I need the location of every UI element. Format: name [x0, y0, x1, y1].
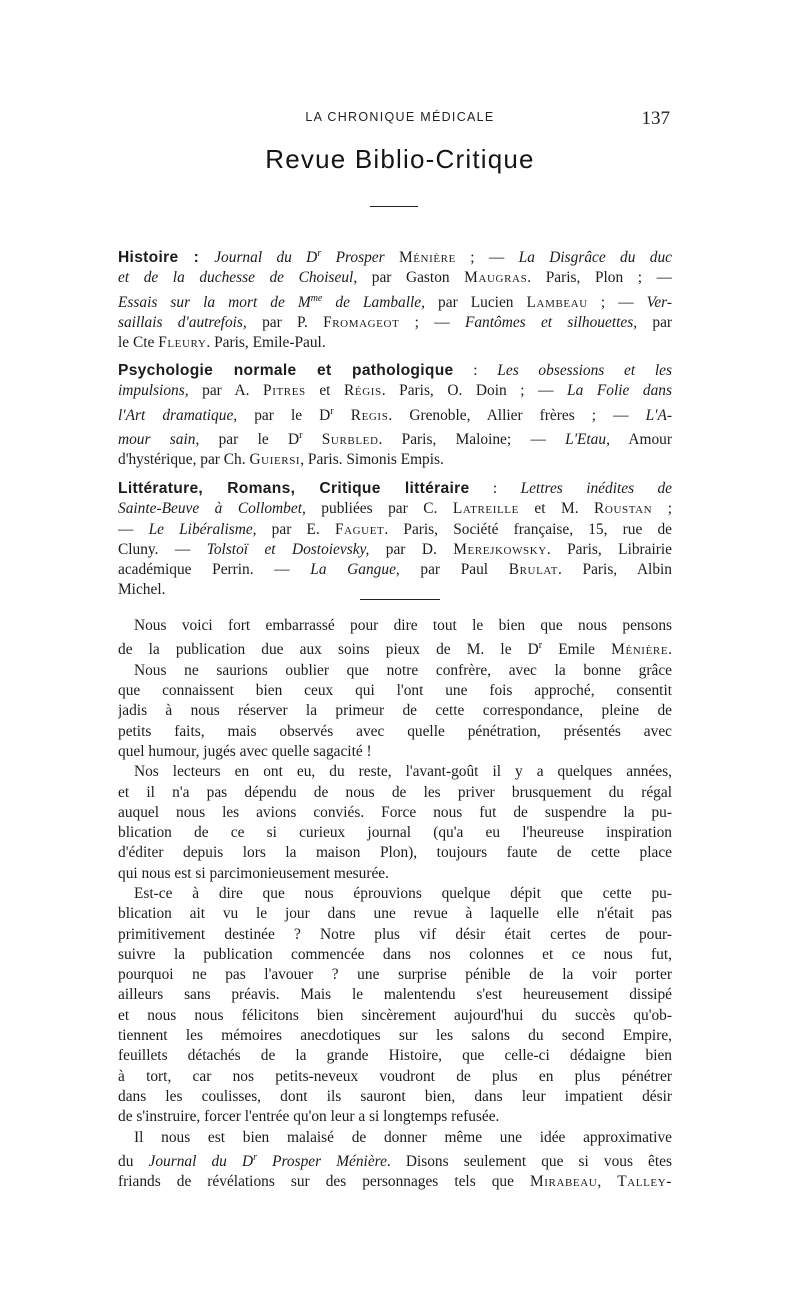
body-line: et nous nous félicitons bien sincèrement aujourd'hui du succès qu'ob-: [118, 1006, 672, 1024]
body-line: pourquoi ne pas l'avouer ? une surprise pénible de la voir porter: [118, 966, 672, 984]
histoire-line-3: Essais sur la mort de $M^{me}$ de Lamballe, par Lucien Lambeau ; — Ver-: [118, 292, 672, 311]
body-line: Est-ce à dire que nous éprouvions quelque dépit que cette pu-: [134, 884, 672, 902]
section-divider: [360, 599, 440, 600]
body-line: friands de révélations sur des personnages tels que Mirabeau, Talley-: [118, 1173, 672, 1191]
litterature-line-1: Littérature, Romans, Critique littéraire : Lettres inédites de: [118, 480, 672, 497]
journal-title: LA CHRONIQUE MÉDICALE: [305, 110, 495, 124]
body-line: petits faits, mais observés avec quelle pénétration, présentés avec: [118, 722, 672, 740]
body-line: à tort, car nos petits-neveux voudront de plus en plus pénétrer: [118, 1067, 672, 1085]
body-line: ailleurs sans préavis. Mais le malentendu s'est heureusement dissipé: [118, 986, 672, 1004]
body-line: primitivement destinée ? Notre plus vif désir était certes de pour-: [118, 925, 672, 943]
body-line: d'éditer depuis lors la maison Plon), toujours faute de cette place: [118, 844, 672, 862]
litterature-line-6: Michel.: [118, 581, 166, 599]
page-title: Revue Biblio-Critique: [265, 144, 535, 174]
psychologie-line-1: Psychologie normale et pathologique : Les obsessions et les: [118, 362, 672, 379]
page-number: 137: [641, 108, 670, 129]
body-line: jadis à nous réserver la primeur de cette correspondance, pleine de: [118, 702, 672, 720]
body-line: de s'instruire, forcer l'entrée qu'on leur a si longtemps refusée.: [118, 1108, 500, 1126]
litterature-line-5: académique Perrin. — La Gangue, par Paul Brulat. Paris, Albin: [118, 561, 672, 579]
body-line: qui nous est si parcimonieusement mesurée.: [118, 864, 389, 882]
section-histoire: [118, 244, 672, 354]
title-rule: [370, 206, 418, 207]
histoire-line-2: et de la duchesse de Choiseul, par Gaston Maugras. Paris, Plon ; —: [118, 269, 672, 287]
body-line: feuillets détachés de la grande Histoire, que celle-ci dédaigne bien: [118, 1047, 672, 1065]
body-line: auquel nous les avions conviés. Force nous fut de suspendre la pu-: [118, 803, 672, 821]
body-line: blication de ce si curieux journal (qu'a eu l'heureuse inspiration: [118, 824, 672, 842]
body-line: Nos lecteurs en ont eu, du reste, l'avant-goût il y a quelques années,: [134, 763, 672, 781]
histoire-line-4: saillais d'autrefois, par P. Fromageot ; — Fantômes et silhouettes, par: [118, 314, 672, 332]
body-line: de la publication due aux soins pieux de M. le $D^r$ Emile Ménière.: [118, 640, 672, 659]
section-litterature: [118, 479, 672, 601]
histoire-line-1: Histoire : Journal du $D^r$ Prosper Ménière ; — La Disgrâce du duc: [118, 248, 672, 267]
psychologie-line-2: impulsions, par A. Pitres et Régis. Paris, O. Doin ; — La Folie dans: [118, 382, 672, 400]
litterature-line-4: Cluny. — Tolstoï et Dostoievsky, par D. Merejkowsky. Paris, Librairie: [118, 540, 672, 558]
body-line: suivre la publication commencée dans nos colonnes et ce nous fut,: [118, 945, 672, 963]
body-line: Nous voici fort embarrassé pour dire tout le bien que nous pensons: [134, 617, 672, 634]
review-body: [118, 616, 672, 1193]
psychologie-line-4: mour sain, par le $D^r$ Surbled. Paris, Maloine; — L'Etau, Amour: [118, 430, 672, 449]
body-line: Il nous est bien malaisé de donner même une idée approximative: [134, 1128, 672, 1146]
body-line: que connaissent bien ceux qui l'ont une fois approché, consentit: [118, 682, 672, 700]
litterature-line-3: — Le Libéralisme, par E. Faguet. Paris, Société française, 15, rue de: [118, 520, 672, 538]
body-line: et il n'a pas dépendu de nous de les priver brusquement du régal: [118, 783, 672, 801]
psychologie-line-5: d'hystérique, par Ch. Guiersi, Paris. Simonis Empis.: [118, 451, 444, 469]
body-line: dans les coulisses, dont ils sauront bien, dans leur impatient désir: [118, 1087, 672, 1105]
histoire-line-5: le Cte Fleury. Paris, Emile-Paul.: [118, 334, 326, 352]
body-line: Nous ne saurions oublier que notre confrère, avec la bonne grâce: [134, 661, 672, 679]
body-line: blication ait vu le jour dans une revue à laquelle elle n'était pas: [118, 905, 672, 923]
body-line: du Journal du $D^r$ Prosper Ménière. Disons seulement que si vous êtes: [118, 1151, 672, 1170]
psychologie-line-3: l'Art dramatique, par le $D^r$ Regis. Grenoble, Allier frères ; — L'A-: [118, 405, 672, 424]
section-psychologie: [118, 361, 672, 471]
litterature-line-2: Sainte-Beuve à Collombet, publiées par C. Latreille et M. Roustan ;: [118, 500, 672, 518]
body-line: quel humour, jugés avec quelle sagacité !: [118, 742, 372, 760]
body-line: tiennent les mémoires anecdotiques sur les salons du second Empire,: [118, 1027, 672, 1045]
running-header: [130, 108, 670, 132]
